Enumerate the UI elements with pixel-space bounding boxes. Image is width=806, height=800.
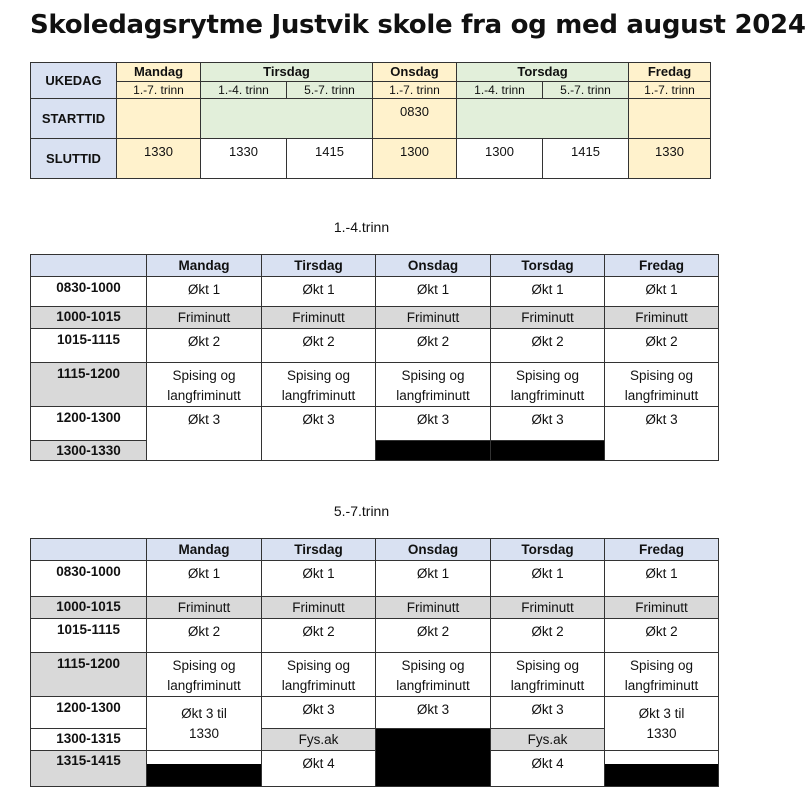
lesson-cell: Økt 3	[147, 407, 262, 461]
time-slot: 1200-1300	[31, 407, 147, 441]
end-time: 1300	[457, 139, 543, 179]
lesson-cell: Økt 2	[605, 329, 719, 363]
break-cell: Friminutt	[376, 597, 491, 619]
end-time: 1300	[373, 139, 457, 179]
grade-group: 1.-7. trinn	[373, 82, 457, 99]
no-school-cell	[605, 751, 719, 787]
day-header: Torsdag	[491, 539, 605, 561]
section-title-5-7: 5.-7.trinn	[333, 503, 390, 519]
break-cell: Friminutt	[147, 307, 262, 329]
lesson-cell: Økt 3	[605, 407, 719, 461]
no-school-cell	[376, 729, 491, 787]
lesson-cell: Økt 4	[262, 751, 376, 787]
time-slot: 1300-1330	[31, 441, 147, 461]
lunch-cell: Spising og langfriminutt	[147, 363, 262, 407]
time-slot: 1200-1300	[31, 697, 147, 729]
time-slot: 0830-1000	[31, 561, 147, 597]
end-time: 1330	[117, 139, 201, 179]
lesson-cell: Økt 1	[491, 277, 605, 307]
lesson-cell: Økt 3	[262, 407, 376, 461]
time-slot: 1300-1315	[31, 729, 147, 751]
lunch-cell: Spising og langfriminutt	[605, 653, 719, 697]
lesson-cell: Økt 1	[491, 561, 605, 597]
grade-group: 1.-7. trinn	[629, 82, 711, 99]
lesson-cell: Økt 2	[376, 329, 491, 363]
end-time: 1330	[629, 139, 711, 179]
lunch-cell: Spising og langfriminutt	[491, 653, 605, 697]
day-header: Mandag	[117, 63, 201, 82]
day-header: Onsdag	[376, 539, 491, 561]
end-time: 1415	[287, 139, 373, 179]
lesson-cell: Økt 3	[262, 697, 376, 729]
grade-group: 5.-7. trinn	[287, 82, 373, 99]
corner-cell	[31, 255, 147, 277]
grade-group: 5.-7. trinn	[543, 82, 629, 99]
lesson-cell: Økt 2	[605, 619, 719, 653]
grade-group: 1.-4. trinn	[201, 82, 287, 99]
start-cell	[629, 99, 711, 139]
lesson-cell: Økt 3	[491, 407, 605, 441]
day-header: Torsdag	[491, 255, 605, 277]
time-slot: 1115-1200	[31, 653, 147, 697]
overview-table	[30, 62, 711, 179]
page-title: Skoledagsrytme Justvik skole fra og med august 2024	[30, 10, 806, 40]
grade-group: 1.-4. trinn	[457, 82, 543, 99]
day-header: Tirsdag	[262, 539, 376, 561]
schedule-5-7-table	[30, 538, 719, 787]
lunch-cell: Spising og langfriminutt	[376, 363, 491, 407]
no-school-cell	[491, 441, 605, 461]
end-time: 1330	[201, 139, 287, 179]
section-title-1-4: 1.-4.trinn	[333, 219, 390, 235]
break-cell: Friminutt	[605, 597, 719, 619]
lunch-cell: Spising og langfriminutt	[491, 363, 605, 407]
break-cell: Friminutt	[491, 307, 605, 329]
lesson-cell: Økt 1	[605, 561, 719, 597]
day-header: Fredag	[629, 63, 711, 82]
no-school-cell	[376, 441, 491, 461]
lesson-cell: Økt 4	[491, 751, 605, 787]
break-cell: Friminutt	[491, 597, 605, 619]
schedule-1-4-table	[30, 254, 719, 461]
time-slot: 1015-1115	[31, 619, 147, 653]
lesson-cell: Økt 1	[262, 561, 376, 597]
lunch-cell: Spising og langfriminutt	[147, 653, 262, 697]
lesson-cell: Økt 3	[491, 697, 605, 729]
lesson-cell: Økt 2	[376, 619, 491, 653]
time-slot: 1000-1015	[31, 307, 147, 329]
fysak-cell: Fys.ak	[262, 729, 376, 751]
day-header: Onsdag	[373, 63, 457, 82]
break-cell: Friminutt	[262, 597, 376, 619]
time-slot: 1315-1415	[31, 751, 147, 787]
day-header: Tirsdag	[262, 255, 376, 277]
time-slot: 1115-1200	[31, 363, 147, 407]
lesson-cell: Økt 2	[262, 619, 376, 653]
break-cell: Friminutt	[147, 597, 262, 619]
break-cell: Friminutt	[605, 307, 719, 329]
lesson-cell: Økt 2	[491, 329, 605, 363]
day-header: Mandag	[147, 255, 262, 277]
lesson-cell: Økt 3	[376, 697, 491, 729]
day-header: Mandag	[147, 539, 262, 561]
lesson-cell: Økt 2	[262, 329, 376, 363]
lesson-cell: Økt 1	[605, 277, 719, 307]
fysak-cell: Fys.ak	[491, 729, 605, 751]
lesson-cell: Økt 1	[262, 277, 376, 307]
lesson-cell: Økt 2	[491, 619, 605, 653]
day-header: Fredag	[605, 539, 719, 561]
lunch-cell: Spising og langfriminutt	[262, 363, 376, 407]
grade-group: 1.-7. trinn	[117, 82, 201, 99]
lesson-cell: Økt 1	[147, 277, 262, 307]
day-header: Tirsdag	[201, 63, 373, 82]
lesson-cell: Økt 1	[376, 277, 491, 307]
start-cell	[201, 99, 373, 139]
lunch-cell: Spising og langfriminutt	[605, 363, 719, 407]
no-school-cell	[147, 751, 262, 787]
label-ukedag: UKEDAG	[31, 63, 117, 99]
lesson-cell: Økt 2	[147, 329, 262, 363]
lesson-cell: Økt 3	[376, 407, 491, 441]
label-starttid: STARTTID	[31, 99, 117, 139]
lunch-cell: Spising og langfriminutt	[262, 653, 376, 697]
break-cell: Friminutt	[376, 307, 491, 329]
time-slot: 1000-1015	[31, 597, 147, 619]
corner-cell	[31, 539, 147, 561]
day-header: Onsdag	[376, 255, 491, 277]
time-slot: 0830-1000	[31, 277, 147, 307]
day-header: Torsdag	[457, 63, 629, 82]
lesson-cell: Økt 2	[147, 619, 262, 653]
start-cell	[457, 99, 629, 139]
lesson-cell: Økt 1	[376, 561, 491, 597]
start-time: 0830	[373, 99, 457, 139]
lunch-cell: Spising og langfriminutt	[376, 653, 491, 697]
lesson-cell: Økt 3 til 1330	[605, 697, 719, 751]
end-time: 1415	[543, 139, 629, 179]
lesson-cell: Økt 3 til 1330	[147, 697, 262, 751]
lesson-cell: Økt 1	[147, 561, 262, 597]
label-sluttid: SLUTTID	[31, 139, 117, 179]
day-header: Fredag	[605, 255, 719, 277]
time-slot: 1015-1115	[31, 329, 147, 363]
break-cell: Friminutt	[262, 307, 376, 329]
start-cell	[117, 99, 201, 139]
